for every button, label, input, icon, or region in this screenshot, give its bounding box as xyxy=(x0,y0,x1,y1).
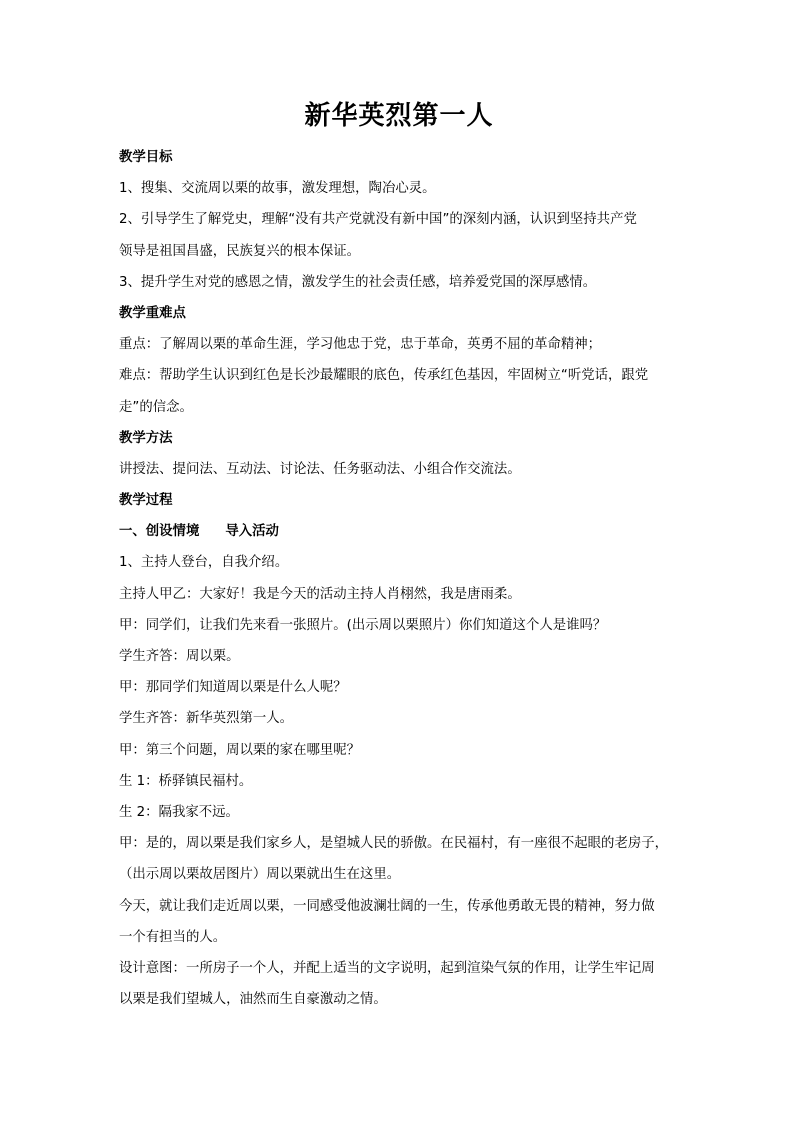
paragraph-11-line-2: 一个有担当的人。 xyxy=(119,929,227,945)
process-step-1-subtitle: 导入活动 xyxy=(225,524,279,540)
document-title: 新华英烈第一人 xyxy=(304,101,494,131)
paragraph-5: 甲：那同学们知道周以栗是什么人呢？ xyxy=(119,680,347,696)
paragraph-10-line-1: 甲：是的，周以栗是我们家乡人，是望城人民的骄傲。在民福村，有一座很不起眼的老房子， xyxy=(119,836,669,852)
paragraph-9: 生 2：隔我家不远。 xyxy=(119,804,239,820)
difficult-point-line-2: 走”的信念。 xyxy=(119,399,193,415)
paragraph-6: 学生齐答：新华英烈第一人。 xyxy=(119,711,294,727)
key-point-text: 重点：了解周以栗的革命生涯，学习他忠于党，忠于革命，英勇不屈的革命精神； xyxy=(119,337,602,353)
paragraph-2: 主持人甲乙：大家好！我是今天的活动主持人肖栩然，我是唐雨柔。 xyxy=(119,586,521,602)
process-step-1-title: 一、创设情境 xyxy=(119,524,200,540)
process-step-1-heading xyxy=(119,516,679,547)
paragraph-4: 学生齐答：周以栗。 xyxy=(119,649,240,664)
difficult-point-line-1: 难点：帮助学生认识到红色是长沙最耀眼的底色，传承红色基因，牢固树立“听党话，跟党 xyxy=(119,368,649,384)
section-heading-methods: 教学方法 xyxy=(119,430,173,446)
section-heading-process: 教学过程 xyxy=(119,493,173,509)
document-body xyxy=(119,96,679,1015)
goal-item-1: 1、搜集、交流周以栗的故事，激发理想，陶冶心灵。 xyxy=(119,181,436,197)
goal-item-3: 3、提升学生对党的感恩之情，激发学生的社会责任感，培养爱党国的深厚感情。 xyxy=(119,274,597,290)
goal-item-2-line-1: 2、引导学生了解党史，理解“没有共产党就没有新中国”的深刻内涵，认识到坚持共产党 xyxy=(119,212,637,228)
methods-text: 讲授法、提问法、互动法、讨论法、任务驱动法、小组合作交流法。 xyxy=(119,461,521,477)
section-heading-goals: 教学目标 xyxy=(119,150,173,165)
design-intent-line-2: 以栗是我们望城人，油然而生自豪激动之情。 xyxy=(119,992,387,1008)
paragraph-3: 甲：同学们，让我们先来看一张照片。(出示周以栗照片）你们知道这个人是谁吗？ xyxy=(119,617,607,633)
paragraph-8: 生 1：桥驿镇民福村。 xyxy=(119,773,253,789)
paragraph-1: 1、主持人登台，自我介绍。 xyxy=(119,555,289,571)
paragraph-11-line-1: 今天，就让我们走近周以栗，一同感受他波澜壮阔的一生，传承他勇敢无畏的精神，努力做 xyxy=(119,898,655,914)
paragraph-7: 甲：第三个问题，周以栗的家在哪里呢？ xyxy=(119,742,361,758)
paragraph-10-line-2: （出示周以栗故居图片）周以栗就出生在这里。 xyxy=(119,867,401,883)
section-heading-key-points: 教学重难点 xyxy=(119,305,186,321)
design-intent-line-1: 设计意图：一所房子一个人，并配上适当的文字说明，起到渲染气氛的作用，让学生牢记周 xyxy=(119,960,655,976)
goal-item-2-line-2: 领导是祖国昌盛，民族复兴的根本保证。 xyxy=(119,243,361,259)
